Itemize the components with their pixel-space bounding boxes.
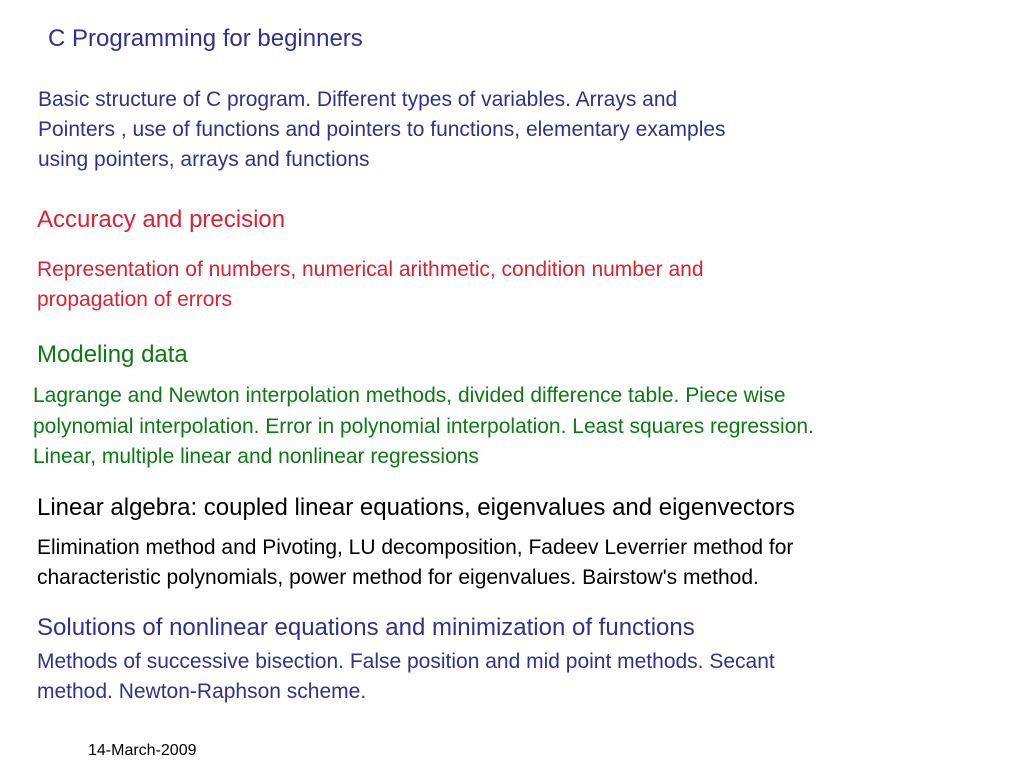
section-modeling-data-title: Modeling data — [37, 341, 188, 368]
footer-date: 14-March-2009 — [88, 742, 197, 759]
section-accuracy-title: Accuracy and precision — [37, 206, 286, 233]
section-nonlinear-equations-body: Methods of successive bisection. False position and mid point methods. Secant method. Newton-Raphson scheme. — [37, 650, 775, 703]
section-accuracy-body: Representation of numbers, numerical arithmetic, condition number and propagation of errors — [37, 258, 704, 311]
section-linear-algebra-title: Linear algebra: coupled linear equations, eigenvalues and eigenvectors — [37, 494, 795, 521]
section-modeling-data-body: Lagrange and Newton interpolation methods, divided difference table. Piece wise polynomial interpolation. Error in polynomial interpolation. Least squares regression. Linear, multiple linear and nonlinear regressions — [33, 384, 814, 468]
section-nonlinear-equations-title: Solutions of nonlinear equations and minimization of functions — [37, 614, 695, 641]
section-c-programming-body: Basic structure of C program. Different types of variables. Arrays and Pointers , use of functions and pointers to functions, elementary examples using pointers, arrays and functions — [38, 88, 726, 171]
section-c-programming-title: C Programming for beginners — [48, 25, 363, 52]
section-linear-algebra-body: Elimination method and Pivoting, LU decomposition, Fadeev Leverrier method for characteristic polynomials, power method for eigenvalues. Bairstow's method. — [37, 536, 794, 589]
